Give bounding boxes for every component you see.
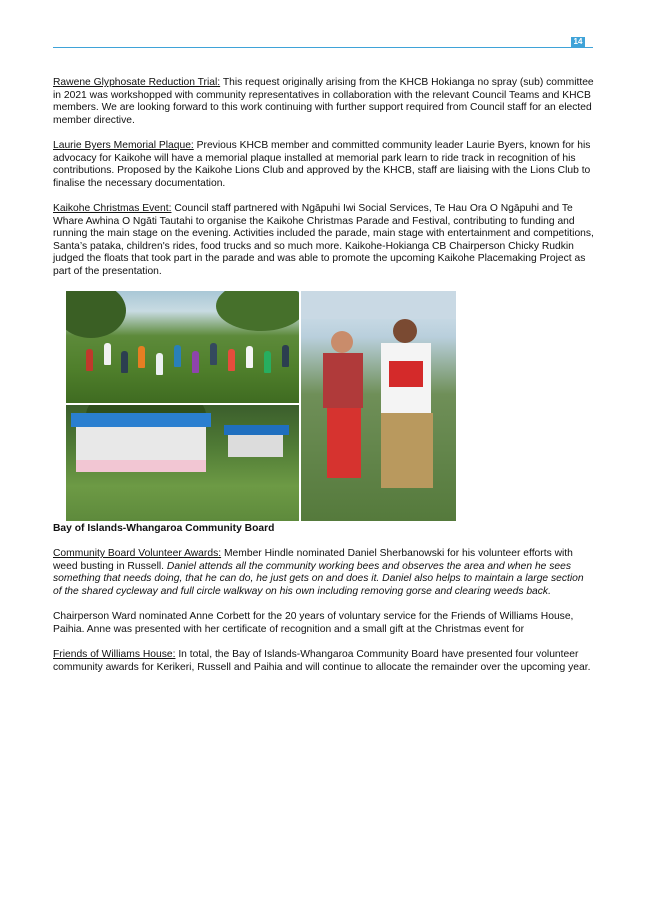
plaque-body: Previous KHCB member and committed community leader Laurie Byers, known for his advocacy for Kaikohe will have a memorial plaque installed at memorial park learn to ride track in recognition of his contributions. Proposed by the Kaikohe Lions Club and approved by the KHCB, staff are liaising with the Lions Club to finalise the necessary documentation. <box>53 139 591 189</box>
document-body <box>53 77 595 687</box>
stage-photo <box>66 405 299 521</box>
williams-body: In total, the Bay of Islands-Whangaroa Community Board have presented four volunteer community awards for Kerikeri, Russell and Paihia and will continue to allocate the remainder over the upcoming year. <box>53 649 591 673</box>
volunteer-paragraph <box>53 548 595 598</box>
portrait-photo <box>301 291 456 521</box>
christmas-event-photos <box>66 291 456 521</box>
volunteer-title: Community Board Volunteer Awards: <box>53 548 222 560</box>
glyphosate-title: Rawene Glyphosate Reduction Trial: <box>53 77 221 88</box>
board-heading: Bay of Islands-Whangaroa Community Board <box>53 523 275 535</box>
glyphosate-body: This request originally arising from the KHCB Hokianga no spray (sub) committee in 2021 was workshopped with community representatives in collaboration with the relevant Council Teams and KHCB members. We are looking forward to this work continuing with further support required from Council staff for an elected member directive. <box>53 77 594 126</box>
plaque-paragraph <box>53 140 595 190</box>
glyphosate-paragraph <box>53 77 595 127</box>
corbett-paragraph <box>53 611 595 636</box>
christmas-paragraph <box>53 203 595 279</box>
christmas-body: Council staff partnered with Ngāpuhi Iwi Social Services, Te Hau Ora O Ngāpuhi and Te Whare Awhina O Ngāti Tautahi to organise the Kaikohe Christmas Parade and Festival, contributing to funding and running the main stage on the evening. Activities included the parade, main stage with entertainment and competitions, Santa’s pataka, children's rides, food trucks and so much more. Kaikohe-Hokianga CB Chairperson Chicky Rudkin judged the floats that took part in the parade and was able to promote the upcoming Kaikohe Placemaking Project as part of the presentation. <box>53 202 594 277</box>
crowd-photo <box>66 291 299 403</box>
corbett-body: Chairperson Ward nominated Anne Corbett for the 20 years of voluntary service for the Friends of Williams House, Paihia. Anne was presented with her certificate of recognition and a small gift at the Christmas event for <box>53 611 574 635</box>
williams-paragraph <box>53 649 595 674</box>
plaque-title: Laurie Byers Memorial Plaque: <box>53 139 194 151</box>
header-rule <box>53 47 593 48</box>
page-number: 14 <box>571 37 585 47</box>
volunteer-quote: Daniel attends all the community working bees and observes the area and when he sees something that needs doing, that he can do, he just gets on and does it. Daniel also helps to maintain a large section of the shared cycleway and full circle walkway on his own including removing gorse and clearing weeds back. <box>53 560 584 598</box>
volunteer-body: Member Hindle nominated Daniel Sherbanowski for his volunteer efforts with weed busting in Russell. <box>53 548 573 572</box>
williams-title: Friends of Williams House: <box>53 649 176 661</box>
christmas-title: Kaikohe Christmas Event: <box>53 202 172 214</box>
